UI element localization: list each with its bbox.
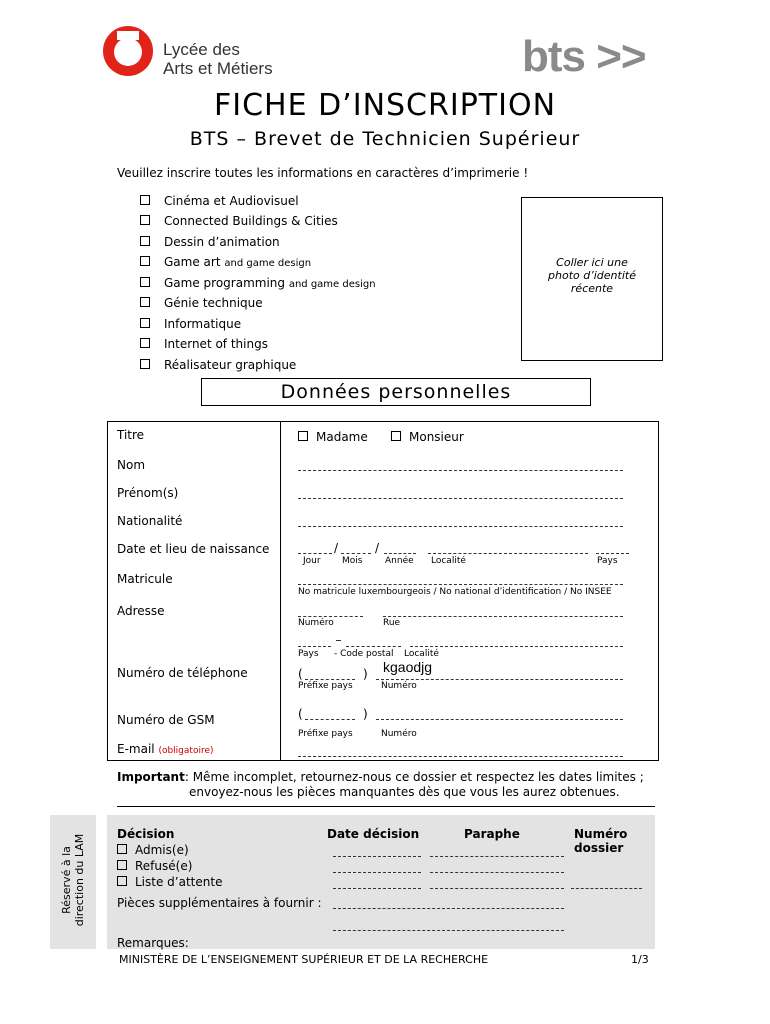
divider bbox=[117, 806, 655, 807]
email-field[interactable] bbox=[298, 756, 623, 758]
date-decision-field[interactable] bbox=[333, 856, 421, 858]
radio-madame[interactable]: Madame bbox=[298, 430, 368, 444]
checkbox-icon[interactable] bbox=[140, 277, 150, 287]
option-item[interactable]: Game art and game design bbox=[140, 255, 311, 269]
decision-attente[interactable]: Liste d’attente bbox=[117, 875, 222, 889]
footer-ministry: MINISTÈRE DE L’ENSEIGNEMENT SUPÉRIEUR ET DE LA RECHERCHE bbox=[119, 953, 489, 966]
reserved-label: Réservé à la direction du LAM bbox=[60, 833, 86, 927]
numero-dossier-field[interactable] bbox=[571, 888, 642, 890]
label-prenom: Prénom(s) bbox=[117, 486, 179, 500]
telephone-value[interactable]: kgaodjg bbox=[383, 659, 433, 675]
rue-field[interactable] bbox=[383, 616, 623, 618]
option-item[interactable]: Génie technique bbox=[140, 296, 263, 310]
jour-field[interactable] bbox=[298, 553, 332, 555]
option-item[interactable]: Cinéma et Audiovisuel bbox=[140, 194, 299, 208]
pays-field[interactable] bbox=[596, 553, 629, 555]
hint-jour: Jour bbox=[303, 556, 321, 566]
section-title: Données personnelles bbox=[201, 378, 591, 406]
hint-matricule: No matricule luxembourgeois / No national d’identification / No INSEE bbox=[298, 587, 612, 597]
date-decision-field[interactable] bbox=[333, 872, 421, 874]
checkbox-icon[interactable] bbox=[140, 236, 150, 246]
paraphe-field[interactable] bbox=[430, 888, 564, 890]
hint-code-postal: - Code postal bbox=[334, 649, 394, 659]
paraphe-field[interactable] bbox=[430, 856, 564, 858]
option-item[interactable]: Réalisateur graphique bbox=[140, 358, 296, 372]
option-item[interactable]: Connected Buildings & Cities bbox=[140, 214, 338, 228]
pieces-field-2[interactable] bbox=[333, 930, 564, 932]
decision-refuse[interactable]: Refusé(e) bbox=[117, 859, 192, 873]
paren-open: ( bbox=[298, 667, 303, 681]
checkbox-icon[interactable] bbox=[391, 431, 401, 441]
paraphe-heading: Paraphe bbox=[464, 827, 520, 841]
checkbox-icon[interactable] bbox=[117, 844, 127, 854]
hint-prefixe-gsm: Préfixe pays bbox=[298, 729, 353, 739]
nationalite-field[interactable] bbox=[298, 526, 623, 528]
page-number: 1/3 bbox=[631, 953, 649, 966]
form-divider bbox=[280, 421, 281, 761]
slash-separator: / bbox=[375, 541, 380, 555]
paraphe-field[interactable] bbox=[430, 872, 564, 874]
label-adresse: Adresse bbox=[117, 604, 165, 618]
photo-instruction: Coller ici une photo d’identité récente bbox=[548, 256, 636, 295]
school-logo-icon bbox=[103, 26, 153, 76]
hint-prefixe: Préfixe pays bbox=[298, 681, 353, 691]
date-decision-heading: Date décision bbox=[327, 827, 420, 841]
hint-numero-tel: Numéro bbox=[381, 681, 417, 691]
checkbox-icon[interactable] bbox=[117, 876, 127, 886]
decision-heading: Décision bbox=[117, 827, 175, 841]
numero-dossier-heading: Numéro dossier bbox=[574, 827, 628, 855]
option-item[interactable]: Game programming and game design bbox=[140, 276, 376, 290]
checkbox-icon[interactable] bbox=[140, 195, 150, 205]
radio-monsieur[interactable]: Monsieur bbox=[391, 430, 464, 444]
hint-mois: Mois bbox=[342, 556, 363, 566]
paren-close: ) bbox=[363, 707, 368, 721]
pays-adresse-field[interactable] bbox=[298, 646, 331, 648]
label-matricule: Matricule bbox=[117, 572, 173, 586]
page-title: FICHE D’INSCRIPTION bbox=[213, 88, 557, 123]
instruction-text: Veuillez inscrire toutes les informations en caractères d’imprimerie ! bbox=[117, 166, 529, 180]
checkbox-icon[interactable] bbox=[140, 256, 150, 266]
localite-field[interactable] bbox=[428, 553, 588, 555]
hint-pays: Pays bbox=[597, 556, 618, 566]
remarques-label: Remarques: bbox=[117, 936, 189, 950]
label-titre: Titre bbox=[117, 428, 145, 442]
page-subtitle: BTS – Brevet de Technicien Supérieur bbox=[189, 128, 581, 150]
checkbox-icon[interactable] bbox=[140, 318, 150, 328]
label-email: E-mail (obligatoire) bbox=[117, 742, 214, 756]
matricule-field[interactable] bbox=[298, 584, 623, 586]
label-gsm: Numéro de GSM bbox=[117, 713, 215, 727]
code-postal-field[interactable] bbox=[346, 646, 401, 648]
option-item[interactable]: Internet of things bbox=[140, 337, 268, 351]
hint-rue: Rue bbox=[383, 618, 401, 628]
pieces-field[interactable] bbox=[333, 908, 564, 910]
bts-logo: bts >> bbox=[522, 32, 646, 81]
checkbox-icon[interactable] bbox=[140, 297, 150, 307]
option-item[interactable]: Dessin d’animation bbox=[140, 235, 280, 249]
prenom-field[interactable] bbox=[298, 498, 623, 500]
dash-separator bbox=[336, 640, 341, 642]
mois-field[interactable] bbox=[341, 553, 371, 555]
label-nationalite: Nationalité bbox=[117, 514, 183, 528]
paren-open: ( bbox=[298, 707, 303, 721]
hint-pays-cp: Pays bbox=[298, 649, 319, 659]
hint-localite: Localité bbox=[431, 556, 466, 566]
gsm-field[interactable] bbox=[376, 719, 623, 721]
localite-adresse-field[interactable] bbox=[410, 646, 623, 648]
checkbox-icon[interactable] bbox=[117, 860, 127, 870]
checkbox-icon[interactable] bbox=[140, 359, 150, 369]
annee-field[interactable] bbox=[384, 553, 416, 555]
label-date-lieu: Date et lieu de naissance bbox=[117, 542, 270, 556]
hint-localite-adresse: Localité bbox=[404, 649, 439, 659]
nom-field[interactable] bbox=[298, 470, 623, 472]
school-name: Lycée des Arts et Métiers bbox=[163, 40, 273, 78]
decision-admis[interactable]: Admis(e) bbox=[117, 843, 189, 857]
paren-close: ) bbox=[363, 667, 368, 681]
label-nom: Nom bbox=[117, 458, 146, 472]
option-item[interactable]: Informatique bbox=[140, 317, 241, 331]
date-decision-field[interactable] bbox=[333, 888, 421, 890]
hint-numero-gsm: Numéro bbox=[381, 729, 417, 739]
hint-numero: Numéro bbox=[298, 618, 334, 628]
label-telephone: Numéro de téléphone bbox=[117, 666, 248, 680]
slash-separator: / bbox=[334, 541, 339, 555]
checkbox-icon[interactable] bbox=[140, 215, 150, 225]
checkbox-icon[interactable] bbox=[298, 431, 308, 441]
prefixe-gsm-field[interactable] bbox=[305, 719, 355, 721]
pieces-label: Pièces supplémentaires à fournir : bbox=[117, 896, 322, 910]
checkbox-icon[interactable] bbox=[140, 338, 150, 348]
important-note: Important: Même incomplet, retournez-nous ce dossier et respectez les dates limites ; envoyez-nous les pièces manquantes dès que vous les aurez obtenues. bbox=[117, 770, 644, 799]
hint-annee: Année bbox=[385, 556, 414, 566]
